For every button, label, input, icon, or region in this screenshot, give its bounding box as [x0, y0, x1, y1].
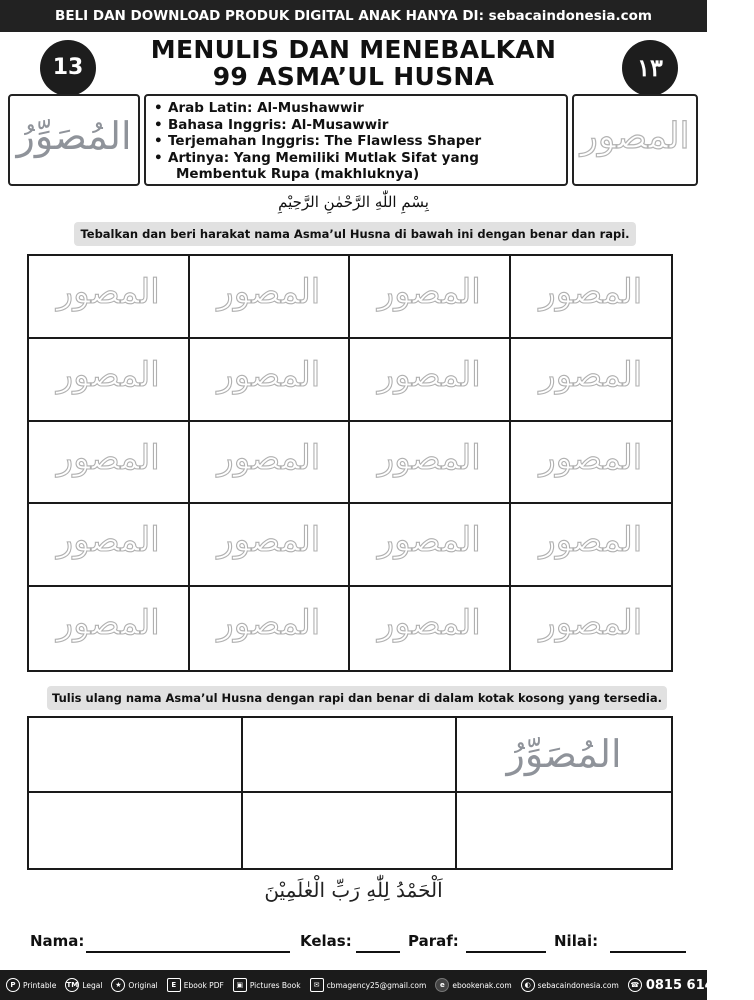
rewrite-cell[interactable]	[29, 718, 243, 793]
trace-text: المصور	[377, 520, 481, 561]
trace-cell[interactable]	[190, 422, 351, 505]
nama-line[interactable]	[86, 951, 290, 953]
globe-icon: ◐	[521, 978, 535, 992]
info-english: • Bahasa Inggris: Al-Musawwir	[154, 117, 558, 134]
trace-cell[interactable]	[350, 587, 511, 670]
trace-text: المصور	[217, 603, 321, 644]
footer-printable: P Printable	[6, 978, 56, 992]
trace-text: المصور	[217, 437, 321, 478]
ebookenak-logo-icon: e	[435, 978, 449, 992]
student-fields	[30, 932, 690, 956]
trace-cell[interactable]	[29, 256, 190, 339]
trace-text: المصور	[539, 603, 643, 644]
info-list	[154, 100, 558, 166]
trace-cell[interactable]	[190, 504, 351, 587]
instruction-trace: Tebalkan dan beri harakat nama Asma’ul Husna di bawah ini dengan benar dan rapi.	[74, 222, 636, 246]
page-title	[110, 36, 597, 90]
name-trace-sample: المصور	[580, 116, 690, 157]
trace-cell[interactable]	[350, 256, 511, 339]
nilai-line[interactable]	[610, 951, 686, 953]
phone-icon: ☎	[628, 978, 642, 992]
info-box	[144, 94, 568, 186]
title-line-2: 99 ASMA’UL HUSNA	[212, 62, 495, 91]
footer-ebookenak: e ebookenak.com	[435, 978, 511, 992]
trace-cell[interactable]	[29, 339, 190, 422]
trace-cell[interactable]	[350, 339, 511, 422]
trace-cell[interactable]	[29, 587, 190, 670]
trace-cell[interactable]	[511, 422, 672, 505]
rewrite-sample-calligraphy: المُصَوِّرُ	[506, 732, 622, 776]
trace-grid	[27, 254, 673, 672]
number-badge-arabic: ١٣	[622, 40, 678, 96]
trace-text: المصور	[217, 354, 321, 395]
picture-icon: ▣	[233, 978, 247, 992]
trace-text: المصور	[377, 354, 481, 395]
info-meaning: • Artinya: Yang Memiliki Mutlak Sifat yang	[154, 150, 558, 167]
footer-legal: TM Legal	[65, 978, 102, 992]
trace-cell[interactable]	[29, 504, 190, 587]
footer-bar	[0, 970, 754, 1000]
trademark-icon: TM	[65, 978, 79, 992]
rewrite-grid	[27, 716, 673, 870]
trace-text: المصور	[377, 437, 481, 478]
award-icon: ★	[111, 978, 125, 992]
pdf-icon: E	[167, 978, 181, 992]
trace-text: المصور	[377, 272, 481, 312]
rewrite-cell[interactable]	[243, 718, 457, 793]
footer-phone: ☎ 0815 6148 165	[628, 978, 754, 993]
rewrite-cell[interactable]	[457, 793, 671, 868]
paraf-line[interactable]	[466, 951, 546, 953]
hamdalah: اَلْحَمْدُ لِلّٰهِ رَبِّ الْعٰلَمِيْنَ	[264, 878, 443, 902]
trace-cell[interactable]	[350, 422, 511, 505]
trace-cell[interactable]	[511, 339, 672, 422]
top-banner: BELI DAN DOWNLOAD PRODUK DIGITAL ANAK HANYA DI: sebacaindonesia.com	[0, 0, 707, 32]
title-line-1: MENULIS DAN MENEBALKAN	[150, 35, 557, 64]
trace-text: المصور	[539, 354, 643, 395]
trace-cell[interactable]	[190, 587, 351, 670]
trace-text: المصور	[377, 603, 481, 644]
basmala: بِسْمِ اللّٰهِ الرَّحْمٰنِ الرَّحِيْمِ	[278, 193, 429, 211]
trace-cell[interactable]	[511, 504, 672, 587]
kelas-line[interactable]	[356, 951, 400, 953]
rewrite-cell[interactable]	[29, 793, 243, 868]
kelas-label: Kelas:	[300, 932, 352, 950]
trace-text: المصور	[56, 437, 160, 478]
name-calligraphy: المُصَوِّرُ	[16, 114, 132, 158]
trace-cell[interactable]	[350, 504, 511, 587]
trace-text: المصور	[56, 272, 160, 312]
printable-icon: P	[6, 978, 20, 992]
trace-cell[interactable]	[29, 422, 190, 505]
trace-text: المصور	[56, 520, 160, 561]
footer-email: ✉ cbmagency25@gmail.com	[310, 978, 427, 992]
instruction-rewrite: Tulis ulang nama Asma’ul Husna dengan rapi dan benar di dalam kotak kosong yang tersedia.	[47, 686, 667, 710]
trace-text: المصور	[539, 520, 643, 561]
trace-text: المصور	[56, 354, 160, 395]
calligraphy-box	[8, 94, 140, 186]
trace-cell[interactable]	[190, 256, 351, 339]
footer-site: ◐ sebacaindonesia.com	[521, 978, 619, 992]
info-meaning-continued: Membentuk Rupa (makhluknya)	[176, 166, 420, 182]
number-badge-latin: 13	[40, 40, 96, 96]
footer-original: ★ Original	[111, 978, 157, 992]
mail-icon: ✉	[310, 978, 324, 992]
trace-cell[interactable]	[511, 256, 672, 339]
rewrite-sample-cell	[457, 718, 671, 793]
nama-label: Nama:	[30, 932, 85, 950]
trace-cell[interactable]	[511, 587, 672, 670]
trace-text: المصور	[217, 520, 321, 561]
trace-text: المصور	[56, 603, 160, 644]
trace-text: المصور	[539, 272, 643, 312]
info-arab-latin: • Arab Latin: Al-Mushawwir	[154, 100, 558, 117]
trace-cell[interactable]	[190, 339, 351, 422]
rewrite-cell[interactable]	[243, 793, 457, 868]
nilai-label: Nilai:	[554, 932, 599, 950]
info-translation: • Terjemahan Inggris: The Flawless Shaper	[154, 133, 558, 150]
trace-text: المصور	[539, 437, 643, 478]
trace-text: المصور	[217, 272, 321, 312]
paraf-label: Paraf:	[408, 932, 459, 950]
footer-ebook: E Ebook PDF	[167, 978, 224, 992]
trace-sample-box	[572, 94, 698, 186]
footer-pictures: ▣ Pictures Book	[233, 978, 301, 992]
